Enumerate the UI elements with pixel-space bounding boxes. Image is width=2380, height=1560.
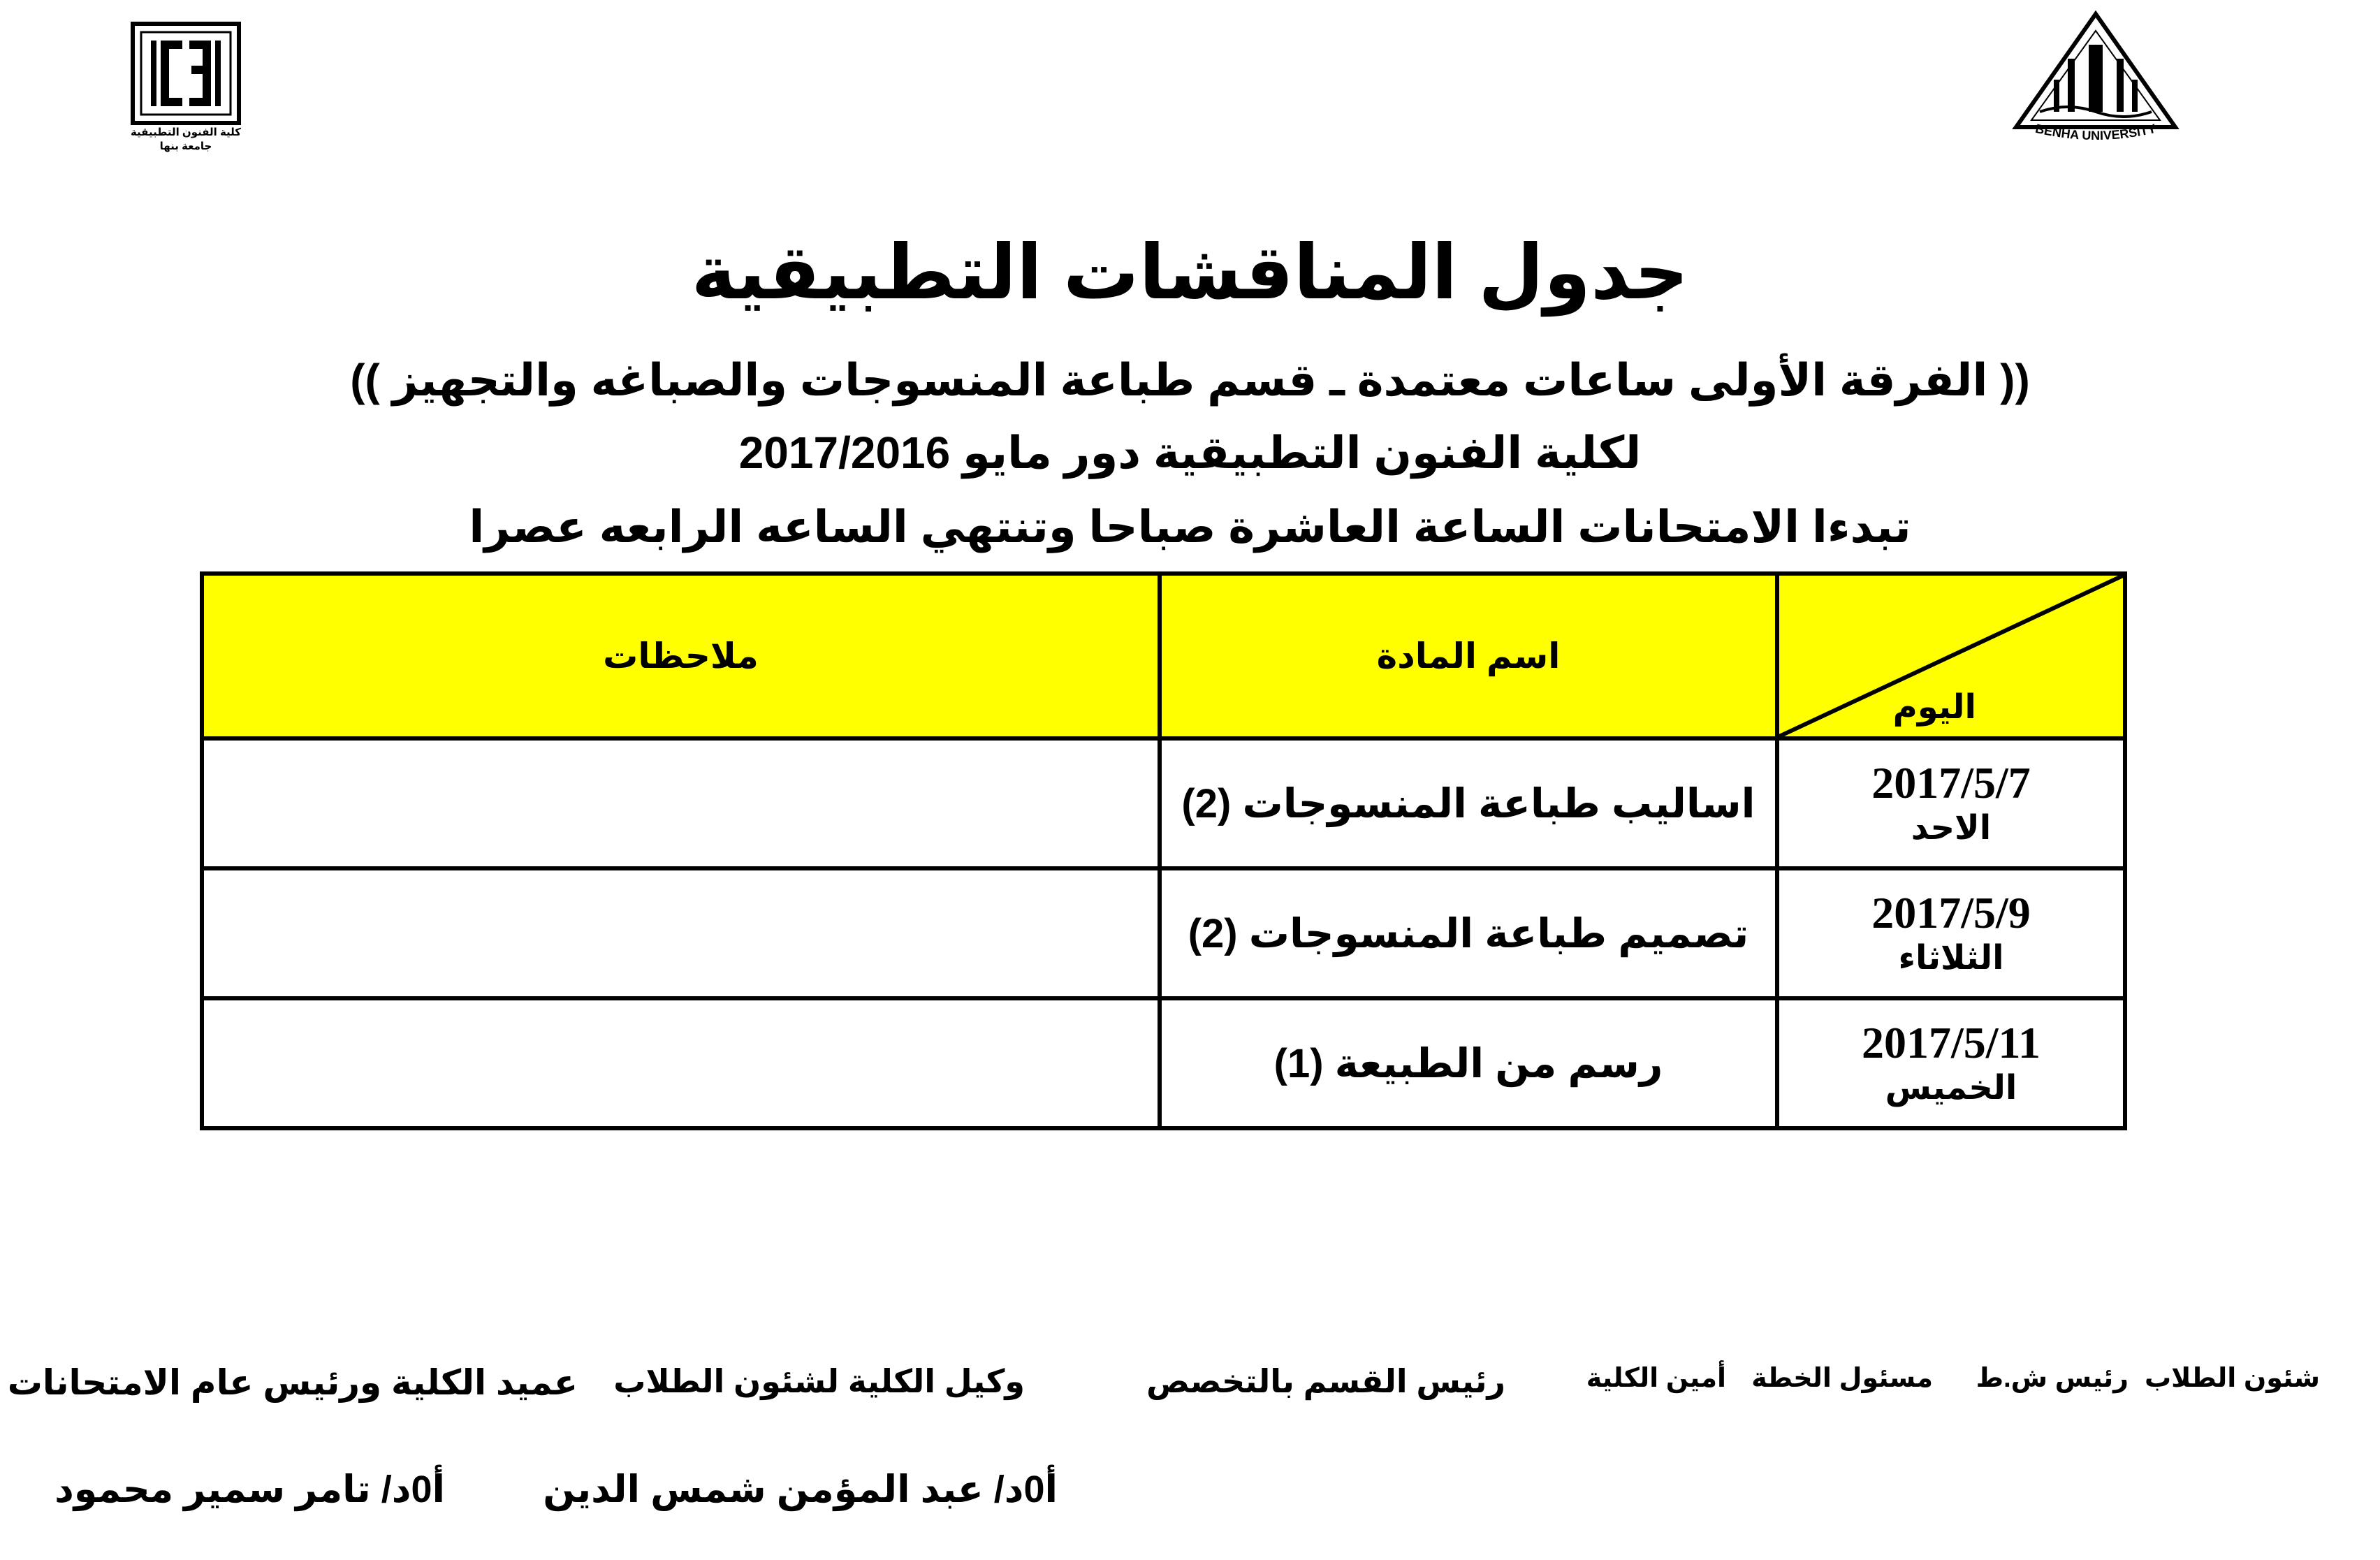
cell-day — [1777, 738, 2125, 868]
cell-subject: رسم من الطبيعة (1) — [1160, 998, 1777, 1128]
cell-date: 2017/5/7 — [1871, 758, 2031, 808]
table-header-row — [202, 574, 2125, 738]
sig-head-ps: رئيس ش.ط — [1976, 1364, 2129, 1393]
cell-notes — [202, 998, 1160, 1128]
subtitle-exam-hours: تبدءا الامتحانات الساعة العاشرة صباحا وتنتهي الساعه الرابعه عصرا — [469, 502, 1911, 552]
schedule-table — [200, 571, 2127, 1130]
table-row — [202, 738, 2125, 868]
sig-faculty-secretary: أمين الكلية — [1586, 1364, 1726, 1393]
sig-vice-dean: وكيل الكلية لشئون الطلاب — [613, 1363, 1025, 1399]
page-title: جدول المناقشات التطبيقية — [691, 230, 1689, 314]
faculty-logo-caption-1: كلية الفنون التطبيقية — [130, 126, 242, 138]
cell-notes — [202, 738, 1160, 868]
cell-date: 2017/5/9 — [1871, 888, 2031, 938]
cell-notes — [202, 868, 1160, 998]
faculty-logo-caption-2: جامعة بنها — [159, 140, 212, 152]
cell-day — [1777, 998, 2125, 1128]
header-subject: اسم المادة — [1160, 574, 1777, 738]
sig-dept-head: رئيس القسم بالتخصص — [1146, 1363, 1505, 1399]
sig-dean-name: أ0د/ تامر سمير محمود — [54, 1468, 445, 1510]
subtitle-session: لكلية الفنون التطبيقية دور مايو 2017/2016 — [738, 428, 1642, 478]
university-name-text: BENHA UNIVERSITY — [2034, 121, 2158, 143]
subtitle-department: (( الفرقة الأولى ساعات معتمدة ـ قسم طباعة المنسوجات والصباغه والتجهيز )) — [350, 355, 2030, 405]
university-logo — [2012, 10, 2180, 143]
table-row — [202, 998, 2125, 1128]
sig-dean: عميد الكلية ورئيس عام الامتحانات — [7, 1363, 578, 1402]
sig-students-affairs: شئون الطلاب — [2144, 1364, 2320, 1393]
cell-subject: تصميم طباعة المنسوجات (2) — [1160, 868, 1777, 998]
sig-vice-dean-name: أ0د/ عبد المؤمن شمس الدين — [543, 1468, 1058, 1510]
cell-day-name: الخميس — [1885, 1070, 2017, 1107]
table-row — [202, 868, 2125, 998]
faculty-logo — [130, 21, 242, 154]
cell-day — [1777, 868, 2125, 998]
faculty-emblem-icon — [130, 21, 242, 126]
header-day-label: اليوم — [1892, 689, 1976, 726]
cell-day-name: الثلاثاء — [1898, 940, 2004, 977]
cell-date: 2017/5/11 — [1861, 1018, 2041, 1067]
svg-text:BENHA UNIVERSITY — [2034, 122, 2157, 143]
header-notes: ملاحظات — [202, 574, 1160, 738]
cell-subject: اساليب طباعة المنسوجات (2) — [1160, 738, 1777, 868]
university-emblem-icon — [2012, 10, 2180, 143]
cell-day-name: الاحد — [1911, 810, 1992, 847]
header-day — [1777, 574, 2125, 738]
sig-plan-officer: مسئول الخطة — [1751, 1364, 1933, 1393]
